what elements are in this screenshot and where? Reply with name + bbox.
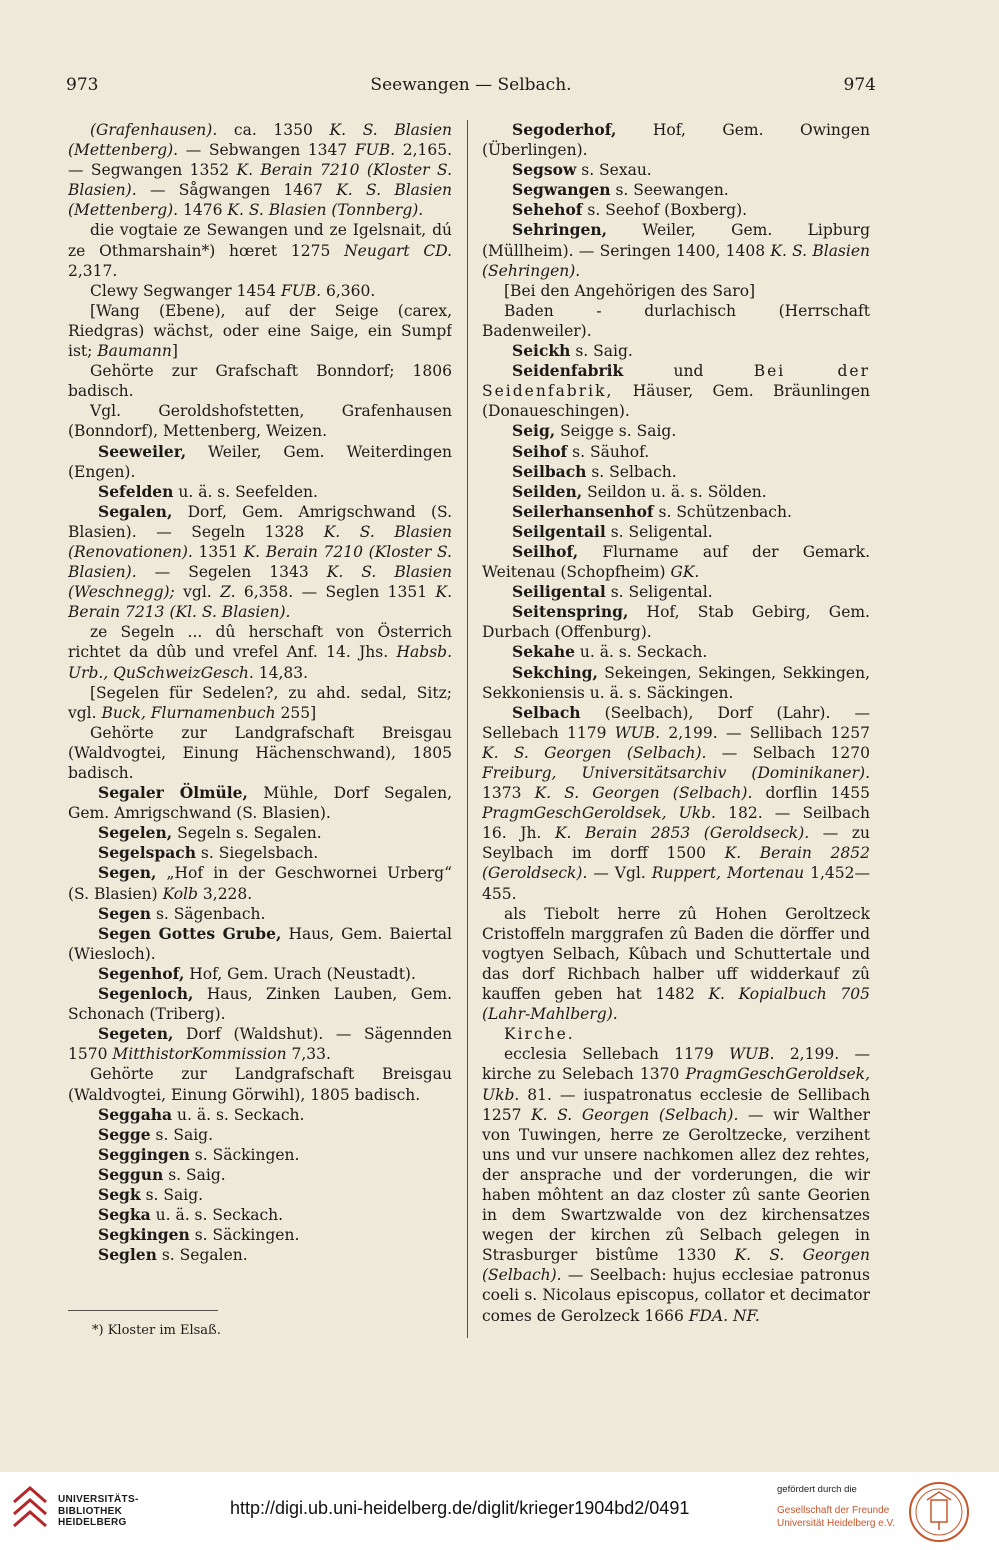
entry-paragraph xyxy=(68,823,452,843)
entry-headword: Seihof xyxy=(512,441,568,461)
entry-text: ] xyxy=(171,342,178,361)
column-divider xyxy=(467,120,468,1338)
entry-text: Flurname auf der Gemark. Weitenau (Schopfheim) xyxy=(482,542,870,582)
entry-headword: Sekching, xyxy=(512,662,598,682)
entry-paragraph xyxy=(482,341,870,361)
entry-headword: Segaler Ölmüle, xyxy=(98,783,248,803)
source-citation: WUB. xyxy=(729,1045,775,1064)
entry-text: Häuser, Gem. Bräunlingen (Donaueschingen). xyxy=(482,382,870,421)
permalink-url[interactable]: http://digi.ub.uni-heidelberg.de/diglit/krieger1904bd2/0491 xyxy=(230,1498,690,1518)
entry-text: 1,452—455. xyxy=(482,864,870,903)
entry-text: 6,358. — Seglen 1351 xyxy=(235,583,436,602)
source-citation: Kolb xyxy=(162,884,198,903)
entry-text: s. Saig. xyxy=(140,1185,204,1204)
entry-text: und xyxy=(623,362,754,381)
entry-text: Vgl. Geroldshofstetten, Grafenhausen (Bonndorf), Mettenberg, Weizen. xyxy=(68,402,452,441)
entry-paragraph xyxy=(482,1024,870,1044)
entry-text: s. Seewangen. xyxy=(610,181,729,200)
entry-paragraph xyxy=(68,863,452,903)
entry-text: s. Schützenbach. xyxy=(653,502,792,521)
entry-text: 2,317. xyxy=(68,261,118,280)
entry-text: Seildon u. ä. s. Sölden. xyxy=(582,482,767,501)
entry-headword: Segelspach xyxy=(98,843,196,863)
entry-text: 14,83. xyxy=(253,663,309,682)
entry-paragraph xyxy=(482,703,870,904)
entry-text: — Seelbach: hujus ecclesiae patronus coeli s. Nicolaus episcopus, collator et decimator comes de Gerolzeck 1666 xyxy=(482,1266,870,1325)
entry-paragraph xyxy=(482,1044,870,1325)
entry-headword: Seickh xyxy=(512,341,571,361)
entry-text: Sekeingen, Sekingen, Sekkingen, Sekkoniensis u. ä. s. Säckingen. xyxy=(482,663,870,702)
source-citation: Baumann xyxy=(97,342,172,361)
source-citation: Z. xyxy=(220,583,236,602)
entry-paragraph xyxy=(68,1165,452,1185)
entry-text: — Selbach 1270 xyxy=(706,743,870,762)
source-citation: Neugart CD. xyxy=(344,241,452,260)
entry-text: s. Segalen. xyxy=(156,1246,248,1265)
entry-text: 2,199. — kirche zu Selebach 1370 xyxy=(482,1045,870,1084)
entry-text: (Seelbach), Dorf (Lahr). — Sellebach 1179 xyxy=(482,703,870,742)
source-citation: K. Kopialbuch 705 (Lahr-Mahlberg). xyxy=(482,985,870,1024)
entry-headword: Segsow xyxy=(512,160,577,180)
entry-headword: Seilerhansenhof xyxy=(512,501,654,521)
entry-paragraph xyxy=(68,1105,452,1125)
entry-text: s. Saig. xyxy=(150,1125,213,1144)
entry-text: s. Säuhof. xyxy=(567,442,650,461)
entry-headword: Seglen xyxy=(98,1245,157,1265)
entry-headword: Seilbach xyxy=(512,461,587,481)
entry-text: Gehörte zur Landgrafschaft Breisgau (Waldvogtei, Einung Hächenschwand), 1805 badisch. xyxy=(68,723,452,782)
entry-paragraph xyxy=(68,120,452,220)
entry-headword: Seilden, xyxy=(512,481,583,501)
entry-paragraph xyxy=(68,220,452,280)
source-citation: K. Berain 2852 (Geroldseck). xyxy=(482,844,870,883)
entry-paragraph xyxy=(482,502,870,522)
entry-text: vgl. xyxy=(174,583,221,602)
entry-paragraph xyxy=(68,622,452,682)
entry-headword: Seilgentail xyxy=(512,521,606,541)
entry-headword: Segen xyxy=(98,903,152,923)
entry-text: 81. — iuspatronatus ecclesie de Sellibach 1257 xyxy=(482,1085,870,1124)
entry-headword: Segoderhof, xyxy=(512,120,617,139)
entry-headword: Seeweiler, xyxy=(98,441,187,461)
source-citation: K. S. Blasien (Mettenberg). xyxy=(68,181,452,220)
entry-headword: Seggaha xyxy=(98,1104,173,1124)
entry-paragraph xyxy=(68,361,452,401)
source-citation: FDA. NF. xyxy=(688,1306,760,1325)
entry-text: Kirche. xyxy=(504,1025,575,1044)
source-citation: FUB. xyxy=(354,141,396,160)
entry-text: s. Sexau. xyxy=(576,161,652,180)
entry-paragraph xyxy=(68,1225,452,1245)
entry-paragraph xyxy=(68,783,452,823)
source-citation: K. S. Georgen (Selbach). xyxy=(531,1105,739,1124)
entry-text: ecclesia Sellebach 1179 xyxy=(504,1045,730,1064)
entry-paragraph xyxy=(482,582,870,602)
source-citation: PragmGeschGeroldsek, Ukb. xyxy=(482,1065,870,1104)
source-citation: K. S. Georgen (Selbach). xyxy=(534,784,753,803)
entry-text: — Sågwangen 1467 xyxy=(136,181,337,200)
entry-headword: Sehringen, xyxy=(512,220,608,240)
entry-text: dorflin 1455 xyxy=(752,784,870,803)
entry-text: 3,228. xyxy=(197,884,253,903)
source-citation: Ruppert, Mortenau xyxy=(651,864,805,883)
entry-paragraph xyxy=(68,401,452,441)
entry-text: Gehörte zur Landgrafschaft Breisgau (Waldvogtei, Einung Görwihl), 1805 badisch. xyxy=(68,1065,452,1104)
entry-text: Hof, Gem. Urach (Neustadt). xyxy=(184,964,416,983)
source-citation: Buck, Flurnamenbuch xyxy=(101,703,276,722)
entry-text: s. Saig. xyxy=(163,1165,226,1184)
entry-text: — zu Seylbach im dorff 1500 xyxy=(482,824,870,863)
entry-headword: Segk xyxy=(98,1184,141,1204)
entry-paragraph xyxy=(482,602,870,642)
entry-text: 255] xyxy=(275,703,317,722)
entry-paragraph xyxy=(68,442,452,482)
entry-text: Hof, Stab Gebirg, Gem. Durbach (Offenburg). xyxy=(482,603,870,642)
entry-paragraph xyxy=(68,964,452,984)
entry-paragraph xyxy=(68,1145,452,1165)
entry-paragraph xyxy=(482,361,870,421)
entry-text: Dorf, Gem. Amrigschwand (S. Blasien). — Segeln 1328 xyxy=(68,502,452,541)
entry-paragraph xyxy=(68,301,452,361)
entry-paragraph xyxy=(482,220,870,280)
entry-paragraph xyxy=(482,200,870,220)
page-title: Seewangen — Selbach. xyxy=(370,75,572,95)
entry-paragraph xyxy=(68,281,452,301)
entry-paragraph xyxy=(68,1125,452,1145)
entry-headword: Segen, xyxy=(98,863,157,883)
entry-text: Baden - durlachisch (Herrschaft Badenweiler). xyxy=(482,301,870,340)
entry-headword: Sefelden xyxy=(98,481,174,501)
source-citation: K. S. Blasien (Renovationen). xyxy=(68,522,452,561)
entry-headword: Sehehof xyxy=(512,200,583,220)
entry-text: „Hof in der Geschwornei Urberg“ (S. Blasien) xyxy=(68,864,452,903)
source-citation: Freiburg, Universitätsarchiv (Dominikaner). xyxy=(482,764,870,782)
entry-text: Mühle, Dorf Segalen, Gem. Amrigschwand (S. Blasien). xyxy=(68,784,452,823)
entry-text: — Vgl. xyxy=(587,864,652,883)
entry-text: s. Säckingen. xyxy=(189,1145,300,1164)
society-seal-icon xyxy=(907,1480,971,1544)
footnote: *) Kloster im Elsaß. xyxy=(92,1323,221,1338)
source-citation: K. S. Georgen (Selbach). xyxy=(482,743,707,762)
entry-paragraph xyxy=(68,723,452,783)
entry-paragraph xyxy=(68,1205,452,1225)
entry-paragraph xyxy=(482,120,870,160)
entry-paragraph xyxy=(482,904,870,1025)
entry-headword: Seidenfabrik xyxy=(512,361,624,381)
source-citation: FUB. xyxy=(280,281,322,300)
entry-paragraph xyxy=(68,1185,452,1205)
entry-text: — Sebwangen 1347 xyxy=(178,141,355,160)
source-citation: MitthistorKommission xyxy=(112,1045,287,1064)
entry-text: als Tiebolt herre zû Hohen Geroltzeck Cristoffeln marggrafen zû Baden die dörffer und vogtyen Selbach, Kûbach und Schuttertale und das dorf Richbach halber uff widderkauf zû kauffen geben hat 1482 xyxy=(482,904,870,1004)
entry-paragraph xyxy=(482,642,870,662)
left-column xyxy=(68,120,452,1348)
entry-text: [Bei den Angehörigen des Saro] xyxy=(504,281,756,300)
source-citation: (Grafenhausen). xyxy=(90,121,234,139)
entry-text: 1373 xyxy=(482,784,535,803)
entry-text: u. ä. s. Seckach. xyxy=(172,1105,305,1124)
entry-headword: Segen Gottes Grube, xyxy=(98,923,282,943)
entry-headword: Sekahe xyxy=(512,642,575,662)
entry-text: Clewy Segwanger 1454 xyxy=(90,281,281,300)
entry-headword: Segelen, xyxy=(98,823,173,843)
entry-paragraph xyxy=(68,683,452,723)
entry-text: die vogtaie ze Sewangen und ze Igelsnait, dú ze Othmarshain*) hœret 1275 xyxy=(68,221,452,260)
entry-text: Haus, Zinken Lauben, Gem. Schonach (Triberg). xyxy=(68,985,452,1024)
source-citation: PragmGeschGeroldsek, Ukb. xyxy=(482,804,716,823)
entry-text: Segeln s. Segalen. xyxy=(172,824,322,843)
entry-text: u. ä. s. Seefelden. xyxy=(173,482,318,501)
footnote-rule xyxy=(68,1310,218,1311)
entry-headword: Seitenspring, xyxy=(512,602,629,622)
entry-paragraph xyxy=(482,542,870,582)
entry-paragraph xyxy=(482,180,870,200)
entry-paragraph xyxy=(68,924,452,964)
entry-paragraph xyxy=(68,502,452,623)
entry-text: Gehörte zur Grafschaft Bonndorf; 1806 badisch. xyxy=(68,362,452,401)
entry-text: 2,199. — Sellibach 1257 xyxy=(660,723,870,742)
entry-text: s. Selbach. xyxy=(586,462,677,481)
entry-text: s. Säckingen. xyxy=(189,1226,300,1245)
entry-paragraph xyxy=(68,1245,452,1265)
entry-headword: Segkingen xyxy=(98,1225,190,1245)
entry-paragraph xyxy=(482,462,870,482)
entry-paragraph xyxy=(482,482,870,502)
entry-headword: Seig, xyxy=(512,421,556,441)
entry-text: 2,165. — Segwangen 1352 xyxy=(68,141,452,180)
library-logo-icon xyxy=(10,1484,50,1536)
entry-text: s. Sägenbach. xyxy=(151,904,266,923)
entry-text: [Segelen für Sedelen?, zu ahd. sedal, Sitz; vgl. xyxy=(68,683,452,722)
entry-text: 1476 xyxy=(178,201,228,220)
entry-text: [Wang (Ebene), auf der Seige (carex, Riedgras) wächst, oder eine Saige, ein Sumpf ist; xyxy=(68,301,452,361)
funding-label: gefördert durch die xyxy=(777,1484,857,1495)
entry-headword: Segge xyxy=(98,1124,151,1144)
source-citation: GK. xyxy=(670,563,700,582)
entry-text: Seigge s. Saig. xyxy=(555,422,677,441)
footer-bar xyxy=(0,1472,999,1550)
entry-text: u. ä. s. Seckach. xyxy=(574,643,708,662)
entry-text: s. Seligental. xyxy=(605,583,713,602)
source-citation: WUB. xyxy=(614,723,661,742)
page-header xyxy=(66,74,876,96)
entry-paragraph xyxy=(482,522,870,542)
entry-paragraph xyxy=(68,482,452,502)
entry-paragraph xyxy=(482,421,870,441)
entry-text: s. Siegelsbach. xyxy=(195,844,319,863)
entry-text: s. Seehof (Boxberg). xyxy=(582,201,748,220)
source-citation: K. S. Blasien (Tonnberg). xyxy=(227,201,424,220)
source-citation: K. Berain 7210 (Kloster S. Blasien). xyxy=(68,161,452,200)
society-name: Gesellschaft der Freunde Universität Heidelberg e.V. xyxy=(777,1505,896,1529)
entry-paragraph xyxy=(68,1024,452,1064)
entry-text: Hof, Gem. Owingen (Überlingen). xyxy=(482,121,870,160)
entry-headword: Segenloch, xyxy=(98,984,194,1004)
entry-paragraph xyxy=(68,843,452,863)
page-number-right: 974 xyxy=(843,75,876,95)
source-citation: K. Berain 2853 (Geroldseck). xyxy=(554,824,810,843)
library-name: UNIVERSITÄTS- BIBLIOTHEK HEIDELBERG xyxy=(58,1494,139,1528)
entry-headword: Seiligental xyxy=(512,582,606,602)
source-citation: K. Berain 7213 (Kl. S. Blasien). xyxy=(68,583,452,622)
entry-headword: Segka xyxy=(98,1205,151,1225)
entry-text: 1351 xyxy=(192,542,244,561)
entry-text: s. Saig. xyxy=(570,342,633,361)
source-citation: K. S. Blasien (Sehringen). xyxy=(482,241,870,280)
entry-text: Bei der Seidenfabrik, xyxy=(482,362,870,401)
entry-paragraph xyxy=(68,904,452,924)
entry-text: 7,33. xyxy=(286,1045,331,1064)
source-citation: K. S. Blasien (Weschnegg); xyxy=(68,563,452,602)
entry-headword: Segeten, xyxy=(98,1024,174,1044)
entry-text: 6,360. xyxy=(321,281,376,300)
page-number-left: 973 xyxy=(66,75,99,95)
entry-headword: Seilhof, xyxy=(512,541,579,561)
entry-headword: Selbach xyxy=(512,702,581,722)
entry-headword: Segenhof, xyxy=(98,963,185,983)
entry-paragraph xyxy=(482,301,870,341)
entry-paragraph xyxy=(482,160,870,180)
entry-paragraph xyxy=(68,984,452,1024)
entry-text: ca. 1350 xyxy=(233,121,330,139)
entry-text: s. Seligental. xyxy=(605,522,713,541)
entry-text: Weiler, Gem. Weiterdingen (Engen). xyxy=(68,442,452,481)
entry-text: Haus, Gem. Baiertal (Wiesloch). xyxy=(68,924,452,963)
source-citation: Habsb. Urb., QuSchweizGesch. xyxy=(68,643,452,682)
entry-headword: Segwangen xyxy=(512,180,611,200)
entry-text: ze Segeln ... dû herschaft von Österrich richtet da dûb und vrefel Anf. 14. Jhs. xyxy=(68,623,452,662)
source-citation: K. Berain 7210 (Kloster S. Blasien). xyxy=(68,542,452,582)
entry-text: Weiler, Gem. Lipburg (Müllheim). — Seringen 1400, 1408 xyxy=(482,221,870,260)
right-column xyxy=(482,120,870,1340)
entry-paragraph xyxy=(482,663,870,703)
entry-headword: Seggingen xyxy=(98,1144,190,1164)
entry-headword: Segalen, xyxy=(98,501,173,521)
entry-text: u. ä. s. Seckach. xyxy=(150,1206,284,1225)
source-citation: K. S. Blasien (Mettenberg). xyxy=(68,121,452,160)
entry-text: 182. — Seilbach 16. Jh. xyxy=(482,804,870,843)
entry-paragraph xyxy=(482,442,870,462)
source-citation: K. S. Georgen (Selbach). xyxy=(482,1246,870,1285)
entry-text: — Segelen 1343 xyxy=(136,563,327,582)
entry-headword: Seggun xyxy=(98,1164,164,1184)
entry-text: — wir Walther von Tuwingen, herre ze Geroltzecke, verzihent uns und vur unsere nachkomen allez dez rehtes, der ansprache und der vorderungen, die wir haben môhtent an daz closter zû sante Georien in dem Swartzwalde von dez kirchensatzes wegen der kirchen zû Selbach gelegen in Strasburger bistûme 1330 xyxy=(482,1105,870,1265)
entry-paragraph xyxy=(482,281,870,301)
entry-paragraph xyxy=(68,1064,452,1104)
entry-text: Dorf (Waldshut). — Sägennden 1570 xyxy=(68,1025,452,1064)
